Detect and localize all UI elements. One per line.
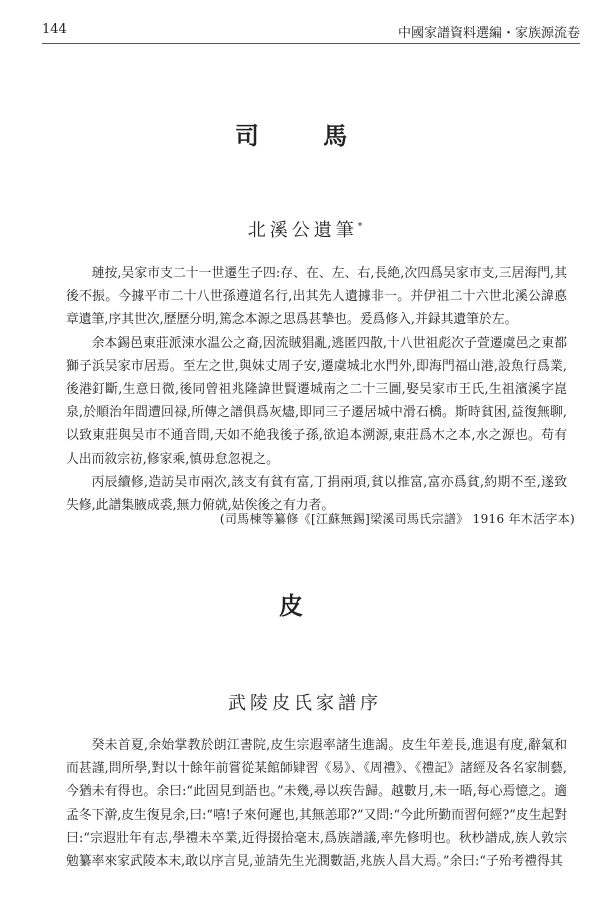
running-title: 中國家譜資料選編・家族源流卷 xyxy=(397,26,580,41)
page-number: 144 xyxy=(42,22,67,37)
source-citation: (司馬棟等纂修《[江蘇無錫]梁溪司馬氏宗譜》 1916 年木活字本) xyxy=(219,512,575,526)
paragraph: 余本錫邑東莊派涑水温公之裔,因流賊猖亂,逃匿四散,十八世祖彪次子萱遷虞邑之東都獅子浜吴家市居焉。至左之世,與妹丈周子安,遷虞城北水門外,即海門福山港,設魚行爲業,後港釘斷,生意日微,後同曾祖兆隆諱世賢遷城南之二十三圖,娶吴家市王氏,生祖濱溪字崑泉,於順治年間遭回禄,所傳之譜俱爲灰燼,即同三子遷居城中滑石橋。斯時貧困,益復無聊,以致東莊與吴市不通音問,天如不絶我後子孫,欲追本溯源,東莊爲木之本,水之源也。苟有人出而敘宗祊,修家乘,慎毋怠忽視之。 xyxy=(66,335,567,467)
paragraph: 丙辰續修,造訪吴市兩次,該支有貧有富,丁捐兩項,貧以推富,富亦爲貧,約期不至,遂致失修,此譜集腋成裘,無力俯就,姑俟後之有力者。 xyxy=(66,474,567,514)
subtitle-beixi xyxy=(0,216,610,242)
section-title-sima: 司 馬 xyxy=(234,121,376,150)
section-title-pi: 皮 xyxy=(279,591,331,620)
subtitle-wuling: 武陵皮氏家譜序 xyxy=(228,693,382,714)
section-body-sima xyxy=(66,262,567,517)
page-header xyxy=(42,22,580,44)
section-body-pi xyxy=(66,734,567,873)
paragraph: 璉按,吴家市支二十一世遷生子四:存、在、左、右,長絶,次四爲吴家市支,三居海門,其後不振。今據平市二十八世孫遵道名行,出其先人遺據非一。并伊祖二十六世北溪公諱悳章遺筆,序其世次,歷歷分明,篤念本源之思爲甚摯也。爰爲修入,并録其遺筆於左。 xyxy=(66,266,567,328)
header-rule xyxy=(42,43,580,44)
paragraph: 癸未首夏,余始掌教於朗江書院,皮生宗遐率諸生進謁。皮生年差長,進退有度,辭氣和而甚謹,問所學,對以十餘年前嘗從某館師肄習《易》、《周禮》、《禮記》諸經及各名家制藝,今猶未有得也。余曰:“此固見到語也。”未幾,尋以疾告歸。越數月,未一晤,每心焉憶之。適孟冬下澣,皮生復見余,曰:“嘻!子來何遲也,其無恙耶?”又問:“今此所勤而習何經?”皮生起對曰:“宗遐壯年有志,學禮未卒業,近得掇拾毫末,爲族譜議,率先修明也。秋杪譜成,族人敦宗勉纂率來家武陵本末,敢以序言見,並請先生光潤數語,兆族人昌大焉。”余曰:“子殆考禮得其 xyxy=(66,738,567,870)
footnote-marker: * xyxy=(357,222,363,232)
subtitle-text: 北溪公遺筆 xyxy=(247,220,358,241)
